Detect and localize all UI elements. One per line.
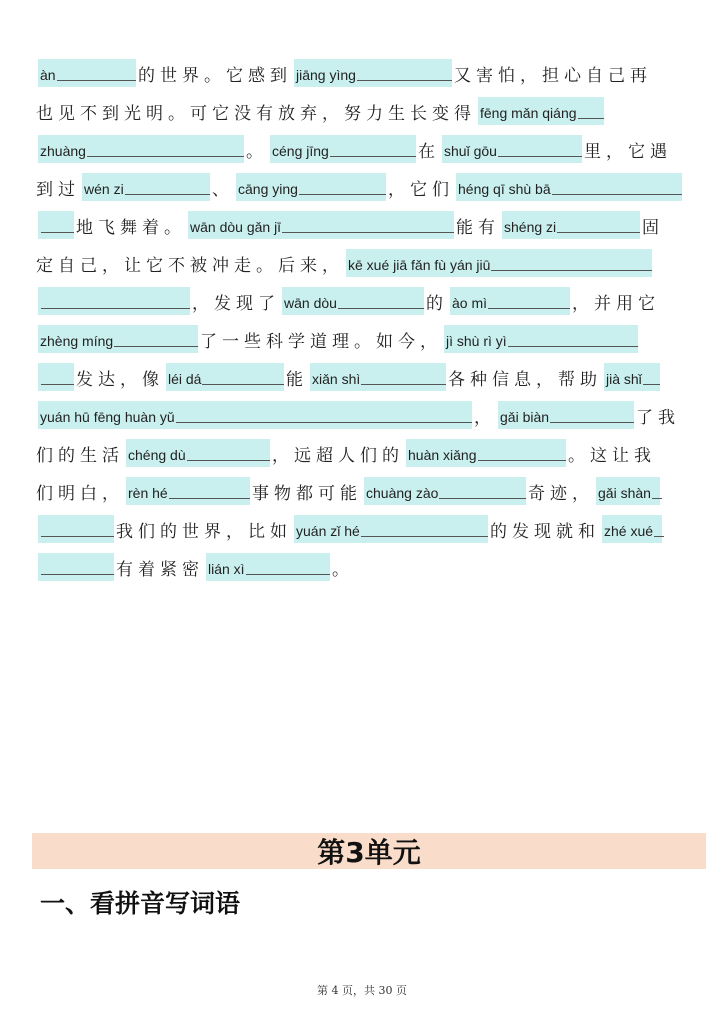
section-title: 一、看拼音写词语 bbox=[40, 889, 241, 918]
pinyin-label: wān dòu gǎn jī bbox=[190, 219, 282, 235]
passage-text: 的发现就和 bbox=[490, 521, 600, 542]
pinyin-label: àn bbox=[40, 67, 56, 83]
passage-text: 。这让我 bbox=[568, 445, 656, 466]
pinyin-label: huàn xiǎng bbox=[408, 447, 477, 463]
answer-underline bbox=[439, 498, 526, 499]
answer-blank[interactable] bbox=[456, 173, 682, 201]
passage-text: 们的生活 bbox=[36, 445, 124, 466]
answer-blank[interactable] bbox=[188, 211, 454, 239]
answer-underline bbox=[57, 80, 136, 81]
passage-text: ，并用它 bbox=[572, 293, 660, 314]
answer-blank[interactable] bbox=[126, 439, 270, 467]
answer-blank[interactable] bbox=[38, 515, 114, 543]
answer-blank[interactable] bbox=[270, 135, 416, 163]
pinyin-label: jiāng yìng bbox=[296, 67, 356, 83]
passage-line bbox=[36, 56, 686, 90]
answer-underline bbox=[488, 308, 570, 309]
passage-text: 固 bbox=[642, 217, 664, 238]
answer-blank[interactable] bbox=[310, 363, 446, 391]
pinyin-label: wān dòu bbox=[284, 295, 337, 311]
passage-text: 的 bbox=[426, 293, 448, 314]
passage-line bbox=[36, 94, 686, 128]
answer-blank[interactable] bbox=[602, 515, 662, 543]
answer-underline bbox=[550, 422, 634, 423]
passage-text: 能有 bbox=[456, 217, 500, 238]
pinyin-label: jià shǐ bbox=[606, 371, 642, 387]
passage-line bbox=[36, 170, 686, 204]
pinyin-label: gǎi biàn bbox=[500, 409, 550, 425]
answer-blank[interactable] bbox=[444, 325, 638, 353]
answer-underline bbox=[361, 536, 488, 537]
answer-underline bbox=[508, 346, 638, 347]
passage-text: 又害怕，担心自己再 bbox=[454, 65, 652, 86]
pinyin-label: céng jīng bbox=[272, 143, 329, 159]
answer-underline bbox=[41, 574, 114, 575]
answer-underline bbox=[361, 384, 446, 385]
pinyin-label: xiǎn shì bbox=[312, 371, 361, 387]
passage-text: 地飞舞着。 bbox=[76, 217, 186, 238]
answer-underline bbox=[654, 536, 664, 537]
answer-blank[interactable] bbox=[364, 477, 526, 505]
passage-line bbox=[36, 246, 686, 280]
passage-line bbox=[36, 208, 686, 242]
answer-underline bbox=[41, 232, 74, 233]
answer-blank[interactable] bbox=[478, 97, 604, 125]
pinyin-label: zhèng míng bbox=[40, 333, 114, 349]
answer-underline bbox=[114, 346, 198, 347]
passage-text: ，它们 bbox=[388, 179, 454, 200]
answer-blank[interactable] bbox=[294, 59, 452, 87]
answer-blank[interactable] bbox=[294, 515, 488, 543]
passage-text: 、 bbox=[212, 179, 234, 200]
passage-text: 各种信息，帮助 bbox=[448, 369, 602, 390]
pinyin-label: fēng mǎn qiáng bbox=[480, 105, 577, 121]
answer-underline bbox=[41, 308, 190, 309]
passage-text: ， bbox=[474, 407, 496, 428]
passage-text: 了一些科学道理。如今， bbox=[200, 331, 442, 352]
unit-header bbox=[32, 833, 706, 869]
pinyin-label: chuàng zào bbox=[366, 485, 439, 501]
answer-blank[interactable] bbox=[38, 287, 190, 315]
answer-blank[interactable] bbox=[406, 439, 566, 467]
passage-line bbox=[36, 550, 686, 584]
pinyin-label: kē xué jiā fǎn fù yán jiū bbox=[348, 257, 491, 273]
answer-blank[interactable] bbox=[166, 363, 284, 391]
passage-text: 奇迹， bbox=[528, 483, 594, 504]
passage-text: 也见不到光明。可它没有放弃，努力生长变得 bbox=[36, 103, 476, 124]
passage-text: 的世界。它感到 bbox=[138, 65, 292, 86]
answer-blank[interactable] bbox=[38, 363, 74, 391]
answer-underline bbox=[125, 194, 210, 195]
pinyin-label: shuǐ gōu bbox=[444, 143, 497, 159]
passage-text: 到过 bbox=[36, 179, 80, 200]
answer-underline bbox=[299, 194, 386, 195]
answer-underline bbox=[41, 536, 114, 537]
passage-text: ，发现了 bbox=[192, 293, 280, 314]
page-footer: 第 4 页，共 30 页 bbox=[317, 984, 407, 997]
answer-underline bbox=[357, 80, 452, 81]
answer-blank[interactable] bbox=[346, 249, 652, 277]
passage-line bbox=[36, 512, 686, 546]
passage-text: 定自己，让它不被冲走。后来， bbox=[36, 255, 344, 276]
passage-text: 我们的世界，比如 bbox=[116, 521, 292, 542]
passage-text: 在 bbox=[418, 141, 440, 162]
pinyin-label: wén zi bbox=[84, 181, 124, 197]
answer-blank[interactable] bbox=[498, 401, 634, 429]
passage-text: 能 bbox=[286, 369, 308, 390]
answer-blank[interactable] bbox=[82, 173, 210, 201]
answer-blank[interactable] bbox=[596, 477, 660, 505]
passage-line bbox=[36, 398, 686, 432]
pinyin-label: ào mì bbox=[452, 295, 488, 311]
passage-text: 里，它遇 bbox=[584, 141, 672, 162]
answer-blank[interactable] bbox=[38, 59, 136, 87]
pinyin-label: héng qī shù bā bbox=[458, 181, 551, 197]
answer-blank[interactable] bbox=[442, 135, 582, 163]
answer-underline bbox=[246, 574, 330, 575]
passage-line bbox=[36, 474, 686, 508]
answer-blank[interactable] bbox=[38, 325, 198, 353]
answer-underline bbox=[41, 384, 74, 385]
answer-underline bbox=[498, 156, 582, 157]
answer-blank[interactable] bbox=[206, 553, 330, 581]
answer-blank[interactable] bbox=[282, 287, 424, 315]
passage-text: 了我 bbox=[636, 407, 680, 428]
answer-blank[interactable] bbox=[450, 287, 570, 315]
answer-underline bbox=[491, 270, 652, 271]
answer-underline bbox=[169, 498, 250, 499]
passage-line bbox=[36, 360, 686, 394]
answer-underline bbox=[643, 384, 660, 385]
passage-line bbox=[36, 132, 686, 166]
pinyin-label: lián xì bbox=[208, 561, 245, 577]
answer-blank[interactable] bbox=[38, 211, 74, 239]
pinyin-label: chéng dù bbox=[128, 447, 186, 463]
pinyin-label: cāng ying bbox=[238, 181, 298, 197]
passage-text: 事物都可能 bbox=[252, 483, 362, 504]
pinyin-label: yuán zǐ hé bbox=[296, 523, 360, 539]
pinyin-label: rèn hé bbox=[128, 485, 168, 501]
passage-line bbox=[36, 284, 686, 318]
passage-text: 。 bbox=[246, 141, 268, 162]
passage-text: 。 bbox=[332, 559, 354, 580]
answer-blank[interactable] bbox=[126, 477, 250, 505]
pinyin-label: zhé xué bbox=[604, 523, 654, 539]
answer-underline bbox=[338, 308, 424, 309]
passage-text: 发达，像 bbox=[76, 369, 164, 390]
answer-underline bbox=[202, 384, 284, 385]
answer-blank[interactable] bbox=[38, 401, 472, 429]
answer-underline bbox=[282, 232, 454, 233]
pinyin-label: jì shù rì yì bbox=[446, 333, 507, 349]
answer-underline bbox=[176, 422, 472, 423]
pinyin-label: yuán hū fēng huàn yǔ bbox=[40, 409, 175, 425]
passage-text: ，远超人们的 bbox=[272, 445, 404, 466]
answer-underline bbox=[557, 232, 640, 233]
answer-blank[interactable] bbox=[236, 173, 386, 201]
pinyin-label: gǎi shàn bbox=[598, 485, 651, 501]
answer-underline bbox=[478, 460, 566, 461]
answer-blank[interactable] bbox=[38, 135, 244, 163]
unit-title: 第3单元 bbox=[317, 836, 421, 869]
answer-blank[interactable] bbox=[502, 211, 640, 239]
answer-underline bbox=[578, 118, 604, 119]
answer-underline bbox=[87, 156, 244, 157]
answer-underline bbox=[330, 156, 416, 157]
pinyin-label: shéng zi bbox=[504, 219, 557, 235]
answer-blank[interactable] bbox=[604, 363, 660, 391]
answer-blank[interactable] bbox=[38, 553, 114, 581]
answer-underline bbox=[187, 460, 270, 461]
passage-text: 们明白， bbox=[36, 483, 124, 504]
pinyin-label: zhuàng bbox=[40, 143, 86, 159]
answer-underline bbox=[652, 498, 662, 499]
passage-text: 有着紧密 bbox=[116, 559, 204, 580]
pinyin-label: léi dá bbox=[168, 371, 202, 387]
passage-line bbox=[36, 322, 686, 356]
answer-underline bbox=[552, 194, 682, 195]
passage-line bbox=[36, 436, 686, 470]
